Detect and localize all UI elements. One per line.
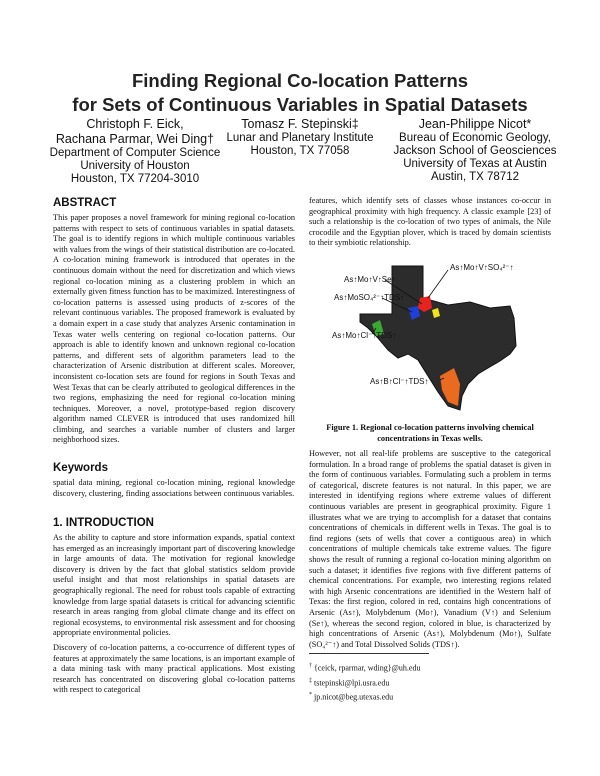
- author-affiliation: University of Texas at Austin: [403, 158, 547, 170]
- author-affiliation: Houston, TX 77058: [250, 145, 350, 157]
- figure-caption: Figure 1. Regional co-location patterns involving chemical concentrations in Texas wells.: [326, 423, 534, 443]
- author-block-2: [210, 117, 390, 158]
- paragraph-continued: features, which identify sets of classes whose instances co-occur in geographical proximity with high frequency. A classic example [23] of such a relationship is the co-location of two types of animals, the Nile crocodile and the Egyptian plover, which is traced by domain scientists to their symbiotic relationship.: [309, 196, 551, 248]
- right-column-body: [309, 449, 551, 654]
- author-affiliation: Lunar and Planetary Institute: [226, 132, 374, 144]
- footnote-2: ‡ tstepinski@lpi.usra.edu: [309, 677, 390, 688]
- intro-paragraph-1: As the ability to capture and store information expands, spatial context has emerged as an increasingly important part of discovering knowledge in large amounts of data. The motivation for regional knowledge discovery is driven by the fact that global statistics seldom provide useful insight and that most relationships in spatial datasets are geographically regional. The need for robust tools capable of extracting knowledge from large spatial datasets is critical for advancing scientific research in areas ranging from global climate change and its effect on regional ecosystems, to environmental risk assessment and for choosing appropriate environmental policies.: [53, 533, 295, 638]
- author-name: Jean-Philippe Nicot*: [418, 117, 532, 131]
- footnote-3: * jp.nicot@beg.utexas.edu: [309, 692, 394, 702]
- author-name: Christoph F. Eick,: [86, 117, 184, 131]
- paper-title-line2: for Sets of Continuous Variables in Spatial Datasets: [72, 94, 528, 115]
- paragraph-body: However, not all real-life problems are susceptive to the categorical formulation. In a broad range of problems the spatial dataset is given in the form of continuous variables. Formulating such a problem in terms of categorical, discrete features is not natural. In this paper, we are interested in identifying regions where extreme values of different continuous variables are present in geographical proximity. Figure 1 illustrates what we are trying to accomplish for a dataset that contains concentrations of chemicals in different wells in Texas. The goal is to find regions (sets of wells that cover a contiguous area) in which concentrations of multiple chemicals take extreme values. The figure shows the result of running a regional co-location mining algorithm on such a dataset; it identifies five regions with five different patterns of chemical concentrations. For example, two interesting regions related with high Arsenic concentrations are identified in the Western half of Texas: the first region, colored in red, contains high concentrations of Arsenic (As↑), Molybdenum (Mo↑), Vanadium (V↑) and Selenium (Se↑), whereas the second region, colored in blue, is characterized by high concentrations of Arsenic (As↑), Molybdenum (Mo↑), Sulfate (SO₄²⁻↑) and Total Dissolved Solids (TDS↑).: [309, 449, 551, 649]
- right-column-top: [309, 196, 551, 253]
- map-label-2: As↑Mo↑V↑Se↑: [344, 275, 396, 284]
- map-label-3: As↑MoSO₄²⁻↑TDS↑: [334, 293, 405, 302]
- keywords-heading: Keywords: [53, 462, 108, 474]
- abstract-heading: ABSTRACT: [53, 197, 117, 209]
- author-affiliation: University of Houston: [80, 160, 190, 172]
- keywords-body: [53, 478, 295, 503]
- keywords-text: spatial data mining, regional co-location mining, regional knowledge discovery, clustering, finding associations between continuous variables.: [53, 478, 295, 498]
- author-affiliation: Jackson School of Geosciences: [393, 145, 557, 157]
- map-label-4: As↑Mo↑Cl⁻↑TDS↑: [332, 331, 397, 340]
- footnotes: [309, 660, 551, 704]
- author-name: Rachana Parmar, Wei Ding†: [55, 132, 215, 146]
- abstract-body: [53, 213, 295, 450]
- map-label-5: As↑B↑Cl⁻↑TDS↑: [370, 377, 429, 386]
- author-block-1: [40, 117, 230, 186]
- footnote-divider: [309, 653, 429, 654]
- introduction-body: [53, 533, 295, 700]
- author-affiliation: Bureau of Economic Geology,: [399, 132, 551, 144]
- author-name: Tomasz F. Stepinski‡: [241, 117, 359, 131]
- footnote-1: † {ceick, rparmar, wding}@uh.edu: [309, 663, 421, 673]
- author-affiliation: Austin, TX 78712: [430, 171, 519, 183]
- author-affiliation: Houston, TX 77204-3010: [70, 173, 200, 185]
- map-label-1: As↑Mo↑V↑SO₄²⁻↑: [450, 263, 514, 272]
- paper-title-line1: Finding Regional Co-location Patterns: [131, 70, 469, 91]
- abstract-text: This paper proposes a novel framework for mining regional co-location patterns with respect to sets of continuous variables in spatial datasets. The goal is to identify regions in which multiple continuous variables with values from the wings of their statistical distribution are co-located. A co-location mining framework is introduced that operates in the continuous domain without the need for discretization and which views regional co-location mining as a clustering problem in which an externally given fitness function has to be maximized. Interestingness of co-location patterns is assessed using products of z-scores of the relevant continuous variables. The proposed framework is evaluated by a domain expert in a case study that analyzes Arsenic contamination in Texas water wells centering on regional co-location patterns. Our approach is able to identify known and unknown regional co-location patterns, and different sets of algorithm parameters lead to the characterization of Arsenic distribution at different scales. Moreover, inconsistent co-location sets are found for regions in South Texas and West Texas that can be clearly attributed to geological differences in the two regions, emphasizing the need for regional co-location mining techniques. Moreover, a novel, prototype-based region discovery algorithm named CLEVER is introduced that uses randomized hill climbing, and searches a variable number of clusters and larger neighborhood sizes.: [53, 213, 295, 445]
- introduction-heading: 1. INTRODUCTION: [53, 517, 154, 529]
- author-block-3: [375, 117, 575, 184]
- intro-paragraph-2: Discovery of co-location patterns, a co-occurrence of different types of features at approximately the same locations, is an important example of a data mining task with many practical applications. Most existing research has concentrated on discovering global co-location patterns with respect to categorical: [53, 642, 295, 695]
- texas-map-figure: [330, 258, 545, 418]
- author-affiliation: Department of Computer Science: [49, 147, 221, 159]
